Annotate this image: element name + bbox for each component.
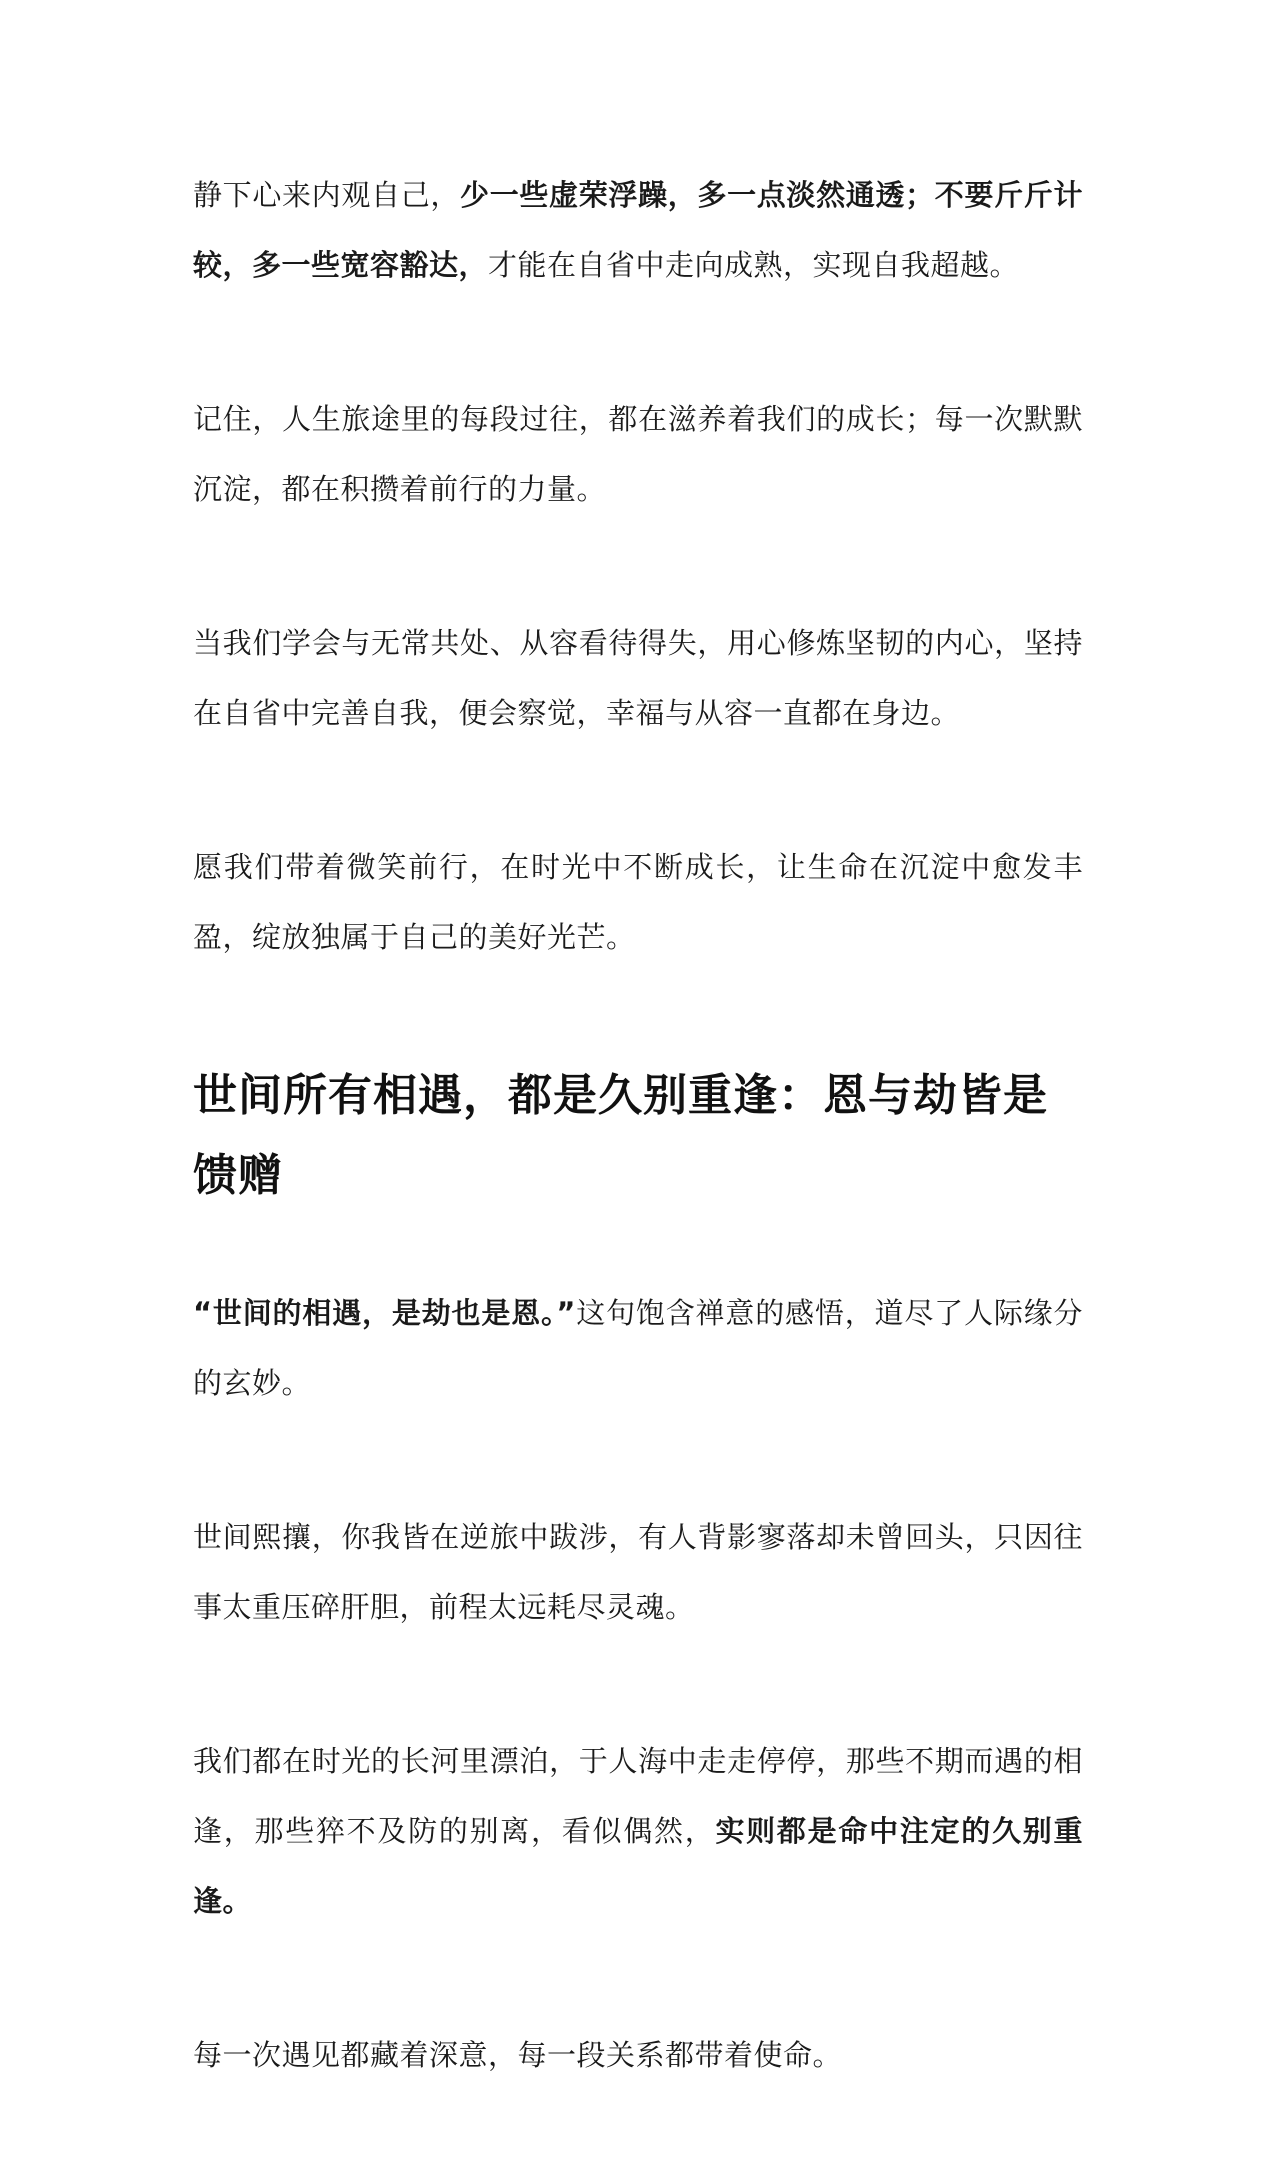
paragraph-text: 我们都在时光的长河里漂泊，于人海中走走停停，那些不期而遇的相逢，那些猝不及防的别离，看似偶然，	[193, 1744, 1083, 1848]
paragraph	[193, 608, 1083, 748]
article-body	[193, 160, 1083, 2174]
paragraph	[193, 160, 1083, 300]
paragraph	[193, 1502, 1083, 1642]
paragraph-text: 愿我们带着微笑前行，在时光中不断成长，让生命在沉淀中愈发丰盈，绽放独属于自己的美好光芒。	[193, 850, 1083, 954]
paragraph-text: 才能在自省中走向成熟，实现自我超越。	[488, 248, 1020, 282]
bold-text: 少一些虚荣浮躁，多一点淡然通透；不要斤斤计较，多一些宽容豁达，	[193, 178, 1083, 282]
paragraph-text: 记住，人生旅途里的每段过往，都在滋养着我们的成长；每一次默默沉淀，都在积攒着前行的力量。	[193, 402, 1083, 506]
paragraph	[193, 1278, 1083, 1418]
paragraph	[193, 384, 1083, 524]
paragraph	[193, 832, 1083, 972]
paragraph-text: 世间熙攘，你我皆在逆旅中跋涉，有人背影寥落却未曾回头，只因往事太重压碎肝胆，前程太远耗尽灵魂。	[193, 1520, 1083, 1624]
paragraph	[193, 2020, 1083, 2090]
paragraph-text: 这句饱含禅意的感悟，道尽了人际缘分的玄妙。	[193, 1296, 1083, 1400]
bold-text: 实则都是命中注定的久别重逢。	[193, 1814, 1083, 1918]
section-heading: 世间所有相遇，都是久别重逢：恩与劫皆是馈赠	[193, 1070, 1048, 1201]
paragraph-text: 每一次遇见都藏着深意，每一段关系都带着使命。	[193, 2038, 843, 2072]
paragraph-text: 静下心来内观自己，	[193, 178, 461, 212]
paragraph	[193, 1726, 1083, 1936]
paragraph-text: 当我们学会与无常共处、从容看待得失，用心修炼坚韧的内心，坚持在自省中完善自我，便会察觉，幸福与从容一直都在身边。	[193, 626, 1083, 730]
bold-quote: “世间的相遇，是劫也是恩。”	[193, 1296, 576, 1330]
